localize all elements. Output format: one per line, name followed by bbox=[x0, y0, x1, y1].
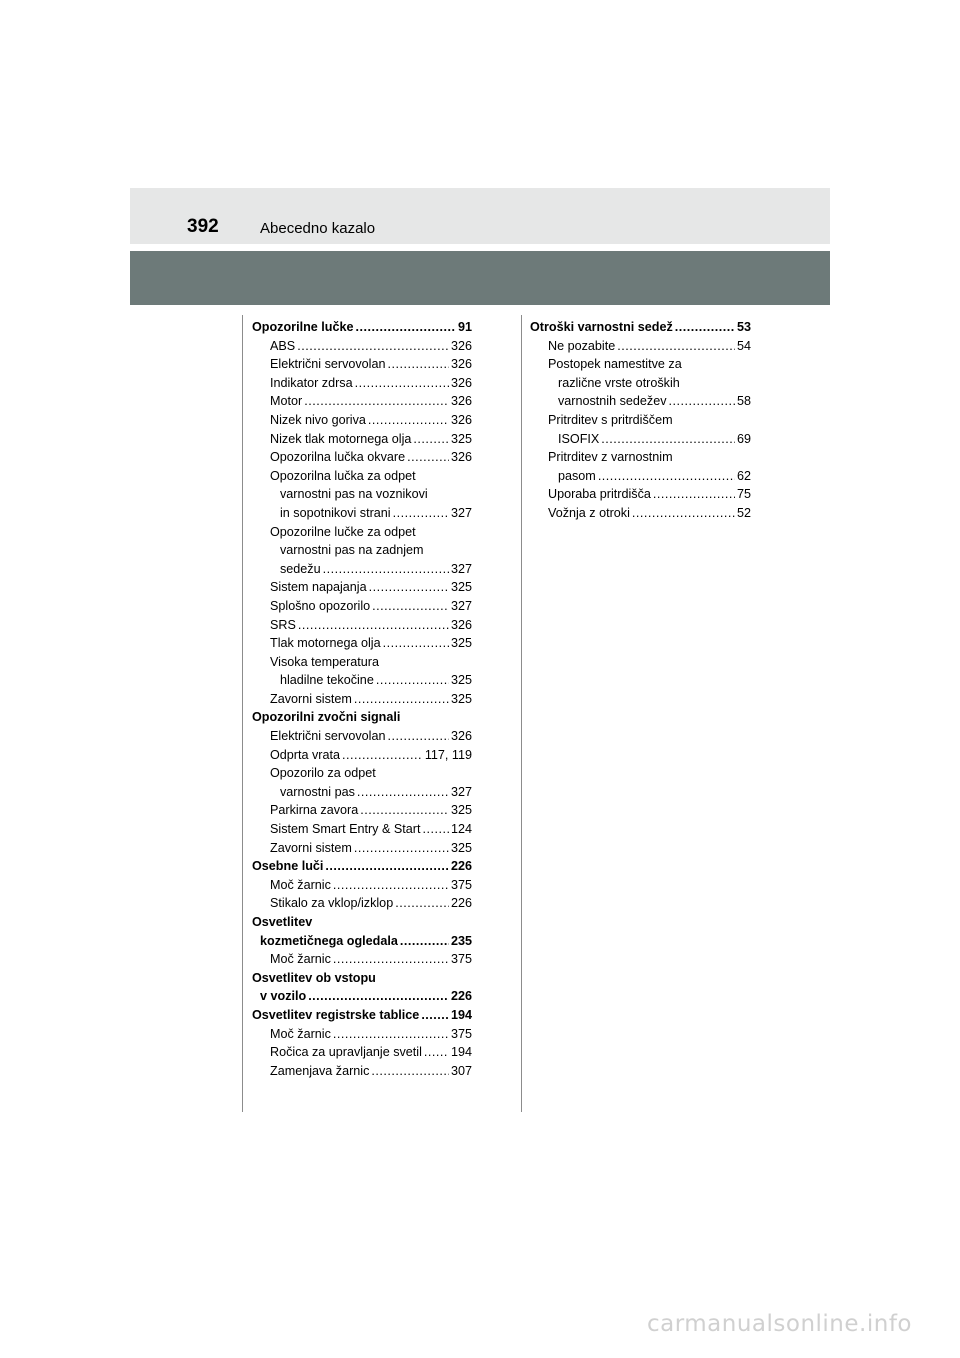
entry-term: Tlak motornega olja bbox=[270, 636, 381, 651]
entry-term: Opozorilne lučke za odpet bbox=[270, 524, 416, 539]
entry-page-ref: 325 bbox=[450, 431, 472, 446]
index-entry bbox=[252, 1062, 472, 1081]
entry-term: Indikator zdrsa bbox=[270, 375, 353, 390]
entry-term: Vožnja z otroki bbox=[548, 505, 630, 520]
index-entry bbox=[252, 727, 472, 746]
header-band bbox=[130, 251, 830, 305]
entry-page-ref: 307 bbox=[450, 1063, 472, 1078]
dot-leader bbox=[355, 318, 456, 337]
index-entry bbox=[530, 467, 751, 486]
watermark: carmanualsonline.info bbox=[646, 1311, 912, 1337]
column-divider-middle bbox=[521, 315, 522, 1112]
index-entry bbox=[252, 634, 472, 653]
entry-term: Moč žarnic bbox=[270, 1026, 331, 1041]
dot-leader bbox=[355, 374, 449, 393]
entry-term: ISOFIX bbox=[558, 431, 600, 446]
dot-leader bbox=[369, 578, 449, 597]
dot-leader bbox=[413, 430, 449, 449]
index-entry bbox=[252, 1025, 472, 1044]
dot-leader bbox=[422, 820, 449, 839]
entry-term: varnostni pas na zadnjem bbox=[280, 543, 424, 558]
entry-term: Otroški varnostni sedež bbox=[530, 320, 673, 334]
index-entry bbox=[252, 597, 472, 616]
index-entry bbox=[530, 318, 751, 337]
index-entry bbox=[252, 616, 472, 635]
entry-term: Osvetlitev registrske tablice bbox=[252, 1007, 420, 1022]
dot-leader bbox=[333, 950, 449, 969]
entry-page-ref: 326 bbox=[450, 450, 472, 465]
dot-leader bbox=[675, 318, 735, 337]
entry-page-ref: 327 bbox=[450, 505, 472, 520]
entry-page-ref: 69 bbox=[736, 431, 751, 446]
entry-term: Ročica za upravljanje svetil bbox=[270, 1045, 422, 1060]
entry-term: Odprta vrata bbox=[270, 747, 340, 762]
dot-leader bbox=[323, 560, 449, 579]
dot-leader bbox=[383, 634, 449, 653]
entry-page-ref: 194 bbox=[450, 1007, 472, 1022]
dot-leader bbox=[424, 1043, 449, 1062]
index-entry bbox=[252, 541, 472, 560]
dot-leader bbox=[354, 839, 449, 858]
entry-term: Električni servovolan bbox=[270, 729, 386, 744]
page-number: 392 bbox=[187, 216, 219, 237]
entry-page-ref: 52 bbox=[736, 505, 751, 520]
entry-term: Splošno opozorilo bbox=[270, 598, 371, 613]
index-entry bbox=[252, 318, 472, 337]
index-entry bbox=[252, 374, 472, 393]
dot-leader bbox=[653, 485, 735, 504]
entry-term: Moč žarnic bbox=[270, 952, 331, 967]
dot-leader bbox=[304, 392, 449, 411]
entry-term: varnostni pas bbox=[280, 784, 355, 799]
index-entry bbox=[530, 448, 751, 467]
dot-leader bbox=[333, 1025, 449, 1044]
index-entry bbox=[252, 746, 472, 765]
index-entry bbox=[252, 1043, 472, 1062]
dot-leader bbox=[407, 448, 449, 467]
entry-term: Sistem Smart Entry & Start bbox=[270, 822, 421, 837]
index-entry bbox=[252, 411, 472, 430]
entry-term: Osebne luči bbox=[252, 859, 324, 874]
entry-page-ref: 375 bbox=[450, 877, 472, 892]
dot-leader bbox=[298, 616, 449, 635]
index-entry bbox=[252, 950, 472, 969]
index-entry bbox=[252, 392, 472, 411]
dot-leader bbox=[400, 932, 449, 951]
index-entry bbox=[252, 839, 472, 858]
index-entry bbox=[530, 355, 751, 374]
index-entry bbox=[252, 764, 472, 783]
dot-leader bbox=[388, 727, 449, 746]
entry-term: Nizek tlak motornega olja bbox=[270, 431, 412, 446]
entry-page-ref: 326 bbox=[450, 394, 472, 409]
entry-page-ref: 75 bbox=[736, 487, 751, 502]
index-entry bbox=[252, 671, 472, 690]
entry-page-ref: 58 bbox=[736, 394, 751, 409]
index-entry bbox=[252, 1006, 472, 1025]
index-entry bbox=[252, 690, 472, 709]
index-entry bbox=[252, 820, 472, 839]
entry-page-ref: 326 bbox=[450, 729, 472, 744]
dot-leader bbox=[393, 504, 449, 523]
entry-term: Zavorni sistem bbox=[270, 840, 352, 855]
dot-leader bbox=[333, 876, 449, 895]
index-entry bbox=[252, 467, 472, 486]
dot-leader bbox=[342, 746, 423, 765]
entry-term: Zavorni sistem bbox=[270, 691, 352, 706]
entry-term: hladilne tekočine bbox=[280, 673, 374, 688]
entry-term: Opozorilne lučke bbox=[252, 320, 354, 334]
dot-leader bbox=[371, 1062, 449, 1081]
entry-page-ref: 326 bbox=[450, 412, 472, 427]
entry-term: Osvetlitev bbox=[252, 915, 313, 929]
entry-page-ref: 326 bbox=[450, 617, 472, 632]
dot-leader bbox=[617, 337, 735, 356]
entry-page-ref: 226 bbox=[450, 989, 472, 1004]
entry-term: Moč žarnic bbox=[270, 877, 331, 892]
entry-term: sedežu bbox=[280, 561, 321, 576]
index-entry bbox=[252, 894, 472, 913]
index-entry bbox=[252, 448, 472, 467]
index-entry bbox=[530, 430, 751, 449]
index-entry bbox=[252, 578, 472, 597]
index-entry bbox=[252, 504, 472, 523]
entry-term: Nizek nivo goriva bbox=[270, 412, 366, 427]
index-entry bbox=[252, 783, 472, 802]
entry-page-ref: 325 bbox=[450, 691, 472, 706]
entry-page-ref: 327 bbox=[450, 598, 472, 613]
dot-leader bbox=[354, 690, 449, 709]
index-entry bbox=[252, 355, 472, 374]
index-entry bbox=[252, 430, 472, 449]
entry-term: Postopek namestitve za bbox=[548, 357, 682, 372]
entry-page-ref: 325 bbox=[450, 803, 472, 818]
index-entry bbox=[252, 857, 472, 876]
dot-leader bbox=[360, 801, 449, 820]
entry-term: Parkirna zavora bbox=[270, 803, 359, 818]
entry-term: Opozorilo za odpet bbox=[270, 766, 376, 781]
entry-page-ref: 325 bbox=[450, 673, 472, 688]
entry-page-ref: 226 bbox=[450, 859, 472, 874]
entry-page-ref: 325 bbox=[450, 840, 472, 855]
dot-leader bbox=[601, 430, 735, 449]
dot-leader bbox=[372, 597, 449, 616]
entry-page-ref: 375 bbox=[450, 952, 472, 967]
entry-term: Osvetlitev ob vstopu bbox=[252, 970, 376, 985]
entry-term: Ne pozabite bbox=[548, 338, 616, 353]
entry-term: Električni servovolan bbox=[270, 357, 386, 372]
header-bar bbox=[130, 188, 830, 244]
index-entry bbox=[530, 485, 751, 504]
entry-term: v vozilo bbox=[260, 989, 307, 1004]
entry-page-ref: 91 bbox=[457, 320, 472, 334]
index-entry bbox=[252, 969, 472, 988]
index-entry bbox=[252, 801, 472, 820]
entry-term: Opozorilni zvočni signali bbox=[252, 710, 401, 725]
entry-page-ref: 62 bbox=[736, 468, 751, 483]
entry-term: Sistem napajanja bbox=[270, 580, 367, 595]
entry-term: ABS bbox=[270, 338, 296, 353]
entry-term: Opozorilna lučka okvare bbox=[270, 450, 406, 465]
entry-term: varnostni pas na voznikovi bbox=[280, 487, 428, 502]
index-entry bbox=[530, 337, 751, 356]
entry-term: Uporaba pritrdišča bbox=[548, 487, 651, 502]
entry-page-ref: 325 bbox=[450, 580, 472, 595]
entry-term: in sopotnikovi strani bbox=[280, 505, 391, 520]
entry-term: Motor bbox=[270, 394, 303, 409]
entry-term: Opozorilna lučka za odpet bbox=[270, 468, 416, 483]
dot-leader bbox=[421, 1006, 449, 1025]
dot-leader bbox=[669, 392, 735, 411]
index-entry bbox=[252, 932, 472, 951]
dot-leader bbox=[388, 355, 449, 374]
index-entry bbox=[252, 337, 472, 356]
entry-page-ref: 326 bbox=[450, 375, 472, 390]
dot-leader bbox=[368, 411, 449, 430]
entry-term: Zamenjava žarnic bbox=[270, 1063, 370, 1078]
index-entry bbox=[530, 374, 751, 393]
dot-leader bbox=[325, 857, 449, 876]
index-entry bbox=[252, 560, 472, 579]
dot-leader bbox=[598, 467, 735, 486]
dot-leader bbox=[297, 337, 449, 356]
index-entry bbox=[530, 411, 751, 430]
dot-leader bbox=[395, 894, 449, 913]
entry-term: SRS bbox=[270, 617, 296, 632]
dot-leader bbox=[632, 504, 735, 523]
entry-page-ref: 327 bbox=[450, 784, 472, 799]
index-entry bbox=[530, 504, 751, 523]
dot-leader bbox=[308, 987, 449, 1006]
index-entry bbox=[252, 876, 472, 895]
entry-term: varnostnih sedežev bbox=[558, 394, 667, 409]
entry-page-ref: 194 bbox=[450, 1045, 472, 1060]
dot-leader bbox=[376, 671, 449, 690]
entry-page-ref: 117, 119 bbox=[424, 747, 472, 762]
entry-term: pasom bbox=[558, 468, 596, 483]
column-divider-left bbox=[242, 315, 243, 1112]
entry-page-ref: 327 bbox=[450, 561, 472, 576]
entry-term: različne vrste otroških bbox=[558, 375, 680, 390]
entry-term: Pritrditev z varnostnim bbox=[548, 450, 673, 465]
index-entry bbox=[252, 485, 472, 504]
index-entry bbox=[252, 913, 472, 932]
index-column-1 bbox=[252, 318, 472, 1080]
entry-page-ref: 235 bbox=[450, 933, 472, 948]
index-entry bbox=[252, 523, 472, 542]
entry-term: kozmetičnega ogledala bbox=[260, 933, 398, 948]
entry-term: Visoka temperatura bbox=[270, 654, 379, 669]
entry-page-ref: 53 bbox=[736, 320, 751, 334]
entry-page-ref: 375 bbox=[450, 1026, 472, 1041]
entry-page-ref: 326 bbox=[450, 338, 472, 353]
index-entry bbox=[252, 653, 472, 672]
index-column-2 bbox=[530, 318, 751, 523]
index-entry bbox=[252, 987, 472, 1006]
index-entry bbox=[252, 708, 472, 727]
entry-term: Stikalo za vklop/izklop bbox=[270, 896, 394, 911]
entry-page-ref: 54 bbox=[736, 338, 751, 353]
dot-leader bbox=[357, 783, 449, 802]
entry-page-ref: 226 bbox=[450, 896, 472, 911]
entry-page-ref: 326 bbox=[450, 357, 472, 372]
entry-page-ref: 325 bbox=[450, 636, 472, 651]
section-title: Abecedno kazalo bbox=[260, 220, 376, 237]
index-entry bbox=[530, 392, 751, 411]
entry-term: Pritrditev s pritrdiščem bbox=[548, 412, 673, 427]
entry-page-ref: 124 bbox=[450, 822, 472, 837]
